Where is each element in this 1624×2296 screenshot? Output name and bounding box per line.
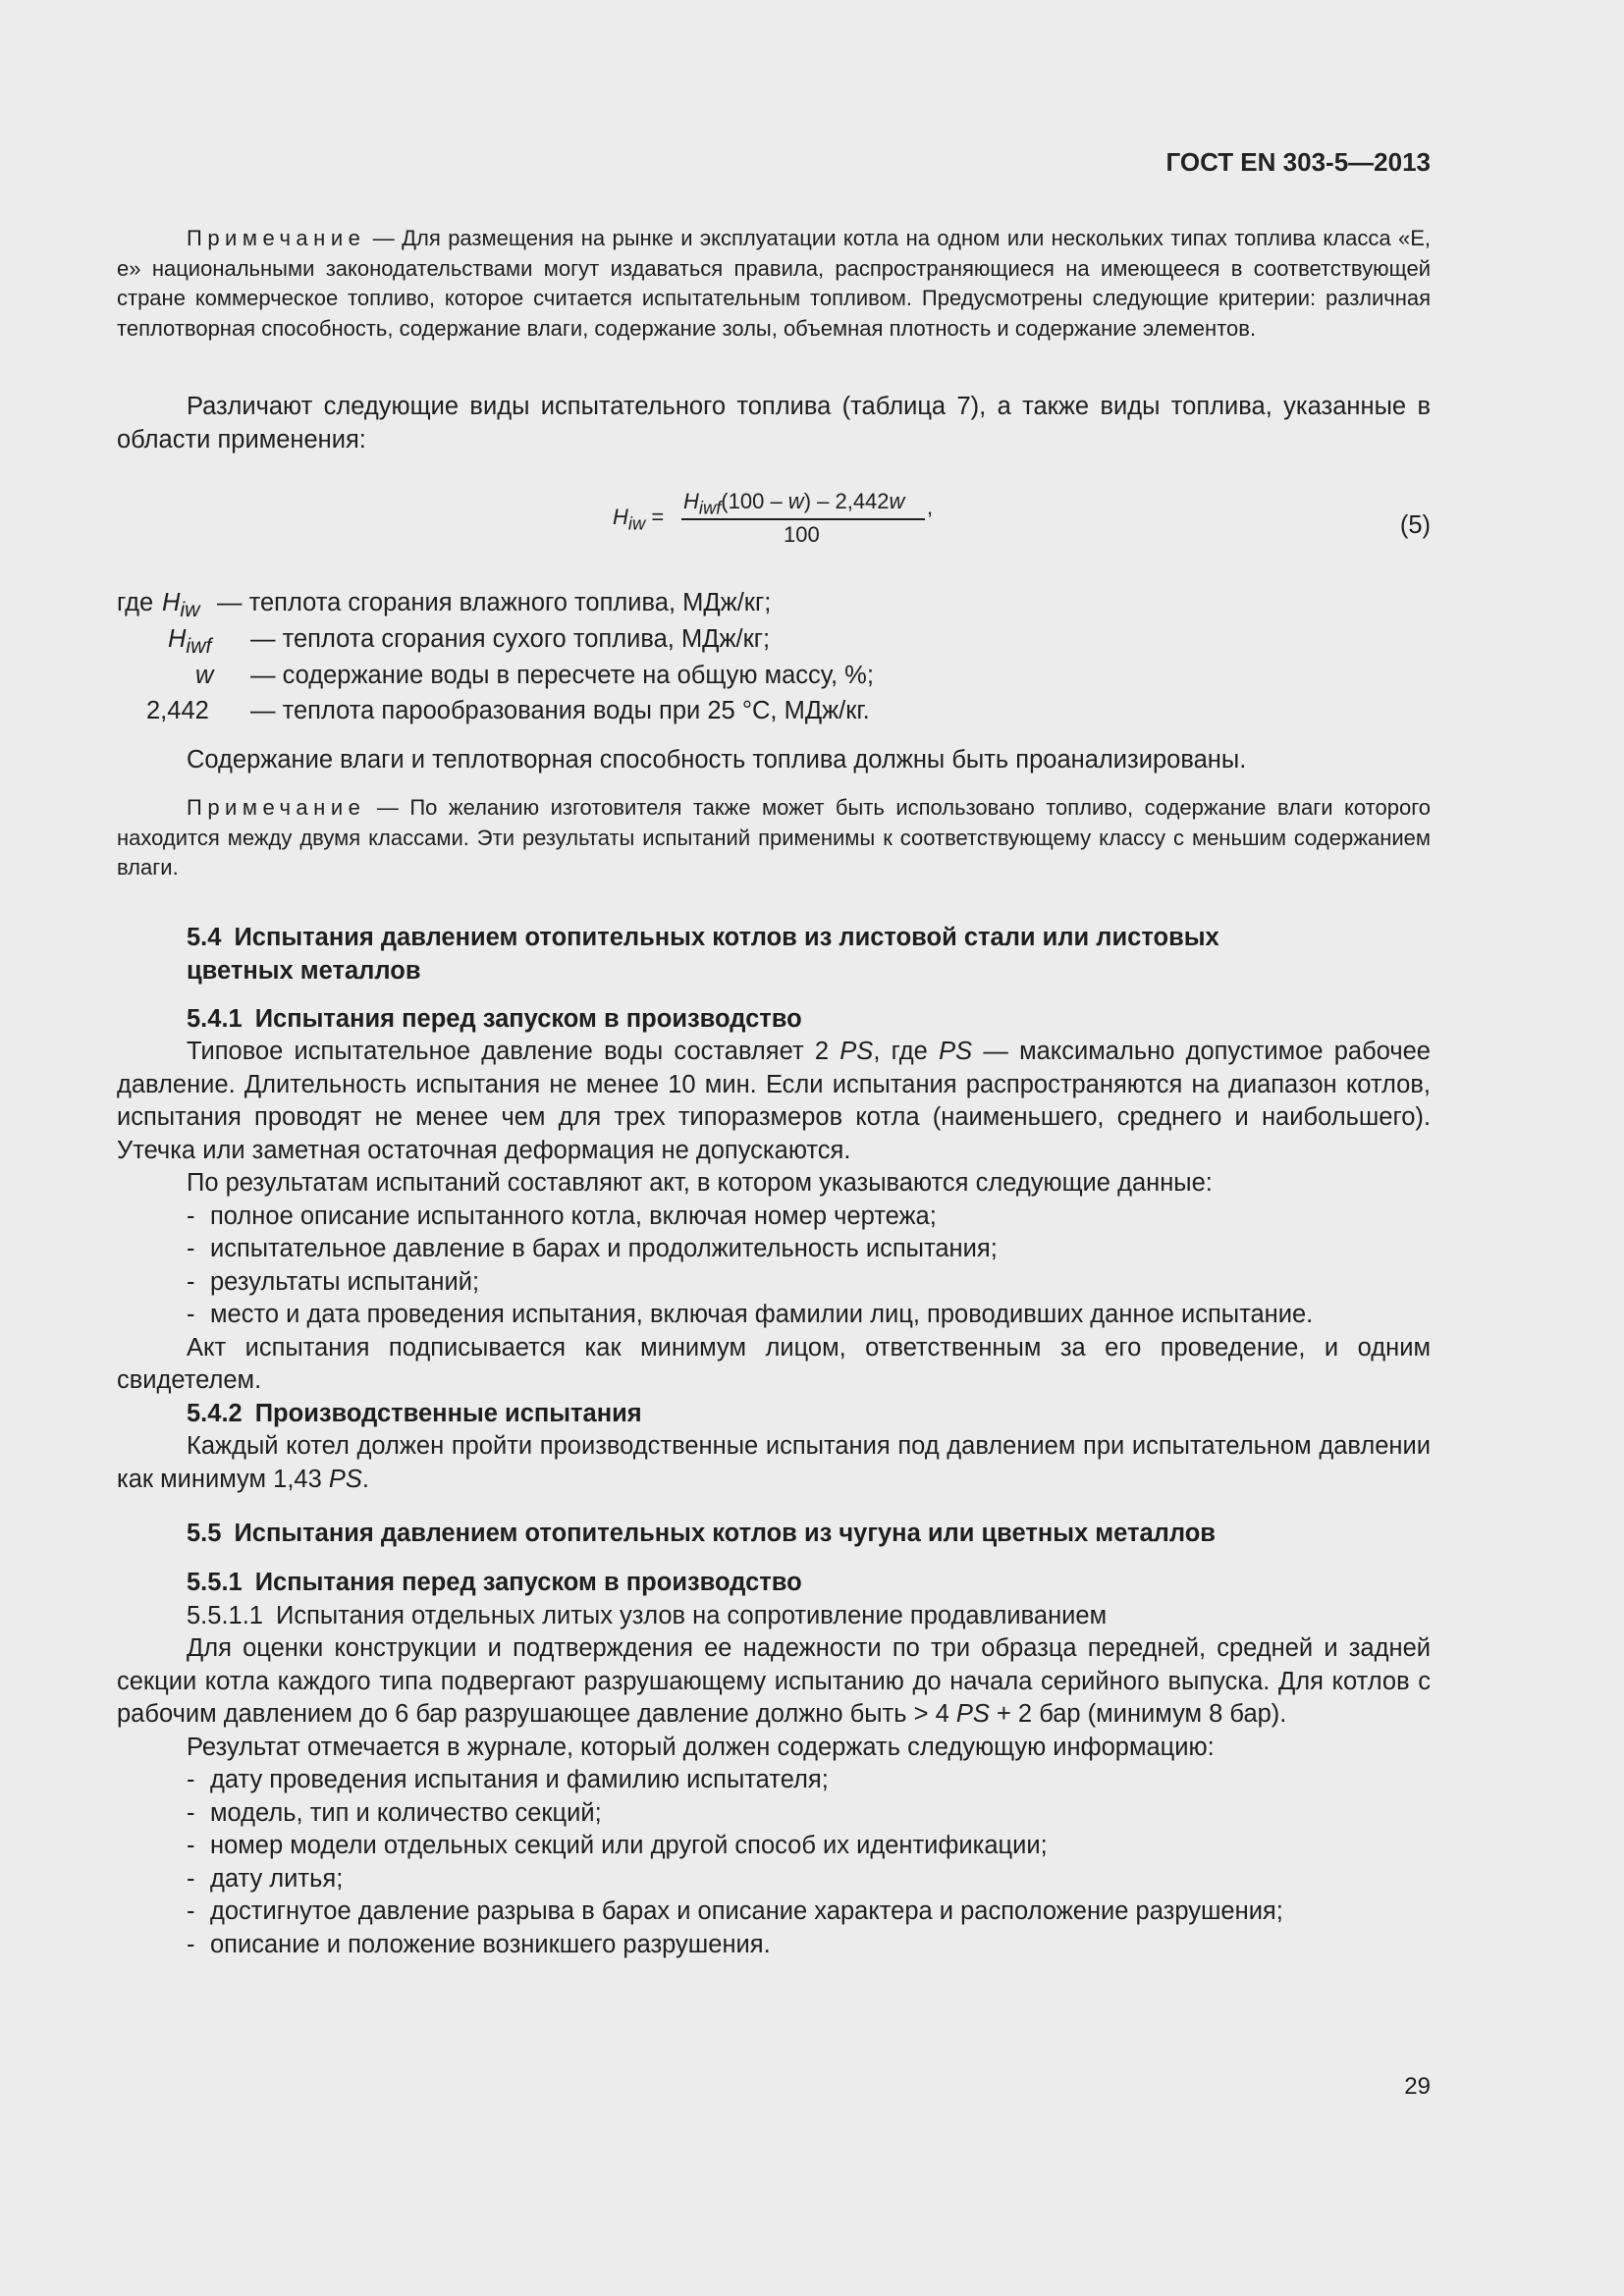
where-text: — теплота сгорания влажного топлива, МДж/кг; bbox=[217, 589, 772, 616]
paragraph: Акт испытания подписывается как минимум лицом, ответственным за его проведение, и одним свидетелем. bbox=[117, 1333, 1431, 1394]
list-item: - результаты испытаний; bbox=[187, 1267, 480, 1296]
formula-trailing: , bbox=[927, 495, 934, 519]
list-item: - испытательное давление в барах и продолжительность испытания; bbox=[187, 1235, 998, 1262]
moisture-paragraph: Содержание влаги и теплотворная способность топлива должны быть проанализированы. bbox=[187, 746, 1247, 774]
where-lead: где bbox=[117, 589, 154, 616]
formula-number: (5) bbox=[1399, 511, 1431, 539]
paragraph: Типовое испытательное давление воды составляет 2 PS, где PS — максимально допустимое рабочее давление. Длительность испытания не менее 10 мин. Если испытания распространяются на диапазон котлов, испытания проводят не менее чем для трех типоразмеров котла (наименьшего, среднего и наибольшего). Утечка или заметная остаточная деформация не допускаются. bbox=[117, 1038, 1431, 1164]
list-item: - описание и положение возникшего разрушения. bbox=[187, 1930, 771, 1958]
fraction-bar bbox=[681, 518, 925, 520]
section-5-5-1-1-heading: 5.5.1.1 Испытания отдельных литых узлов на сопротивление продавливанием bbox=[187, 1601, 1108, 1629]
formula-denominator: 100 bbox=[784, 522, 820, 547]
where-symbol: w bbox=[195, 662, 214, 689]
section-5-5-heading: 5.5 Испытания давлением отопительных котлов из чугуна или цветных металлов bbox=[187, 1520, 1216, 1547]
formula bbox=[609, 479, 943, 558]
formula-numerator: $H_{iwf}(100 - w) - 2,442w$ bbox=[683, 489, 905, 518]
section-5-5-1-body bbox=[117, 1567, 1431, 1961]
where-text: — теплота парообразования воды при 25 °С, МДж/кг. bbox=[250, 697, 870, 724]
data-list bbox=[117, 1201, 1431, 1332]
paragraph: Каждый котел должен пройти производственные испытания под давлением при испытательном давлении как минимум 1,43 PS. bbox=[117, 1432, 1431, 1493]
where-text: — содержание воды в пересчете на общую массу, %; bbox=[250, 662, 874, 689]
list-item: - дату проведения испытания и фамилию испытателя; bbox=[187, 1766, 829, 1793]
info-list bbox=[117, 1764, 1431, 1961]
note-1 bbox=[117, 224, 1431, 344]
where-symbol: $H_{iw}$ bbox=[162, 589, 200, 622]
note-2 bbox=[117, 793, 1431, 883]
section-5-4-2-heading: 5.4.2 Производственные испытания bbox=[187, 1399, 642, 1427]
page-number: 29 bbox=[1404, 2073, 1431, 2100]
intro-paragraph-block bbox=[117, 391, 1431, 456]
paragraph: Результат отмечается в журнале, который должен содержать следующую информацию: bbox=[187, 1733, 1215, 1761]
note-text: — По желанию изготовителя также может быть использовано топливо, содержание влаги которого находится между двумя классами. Эти результаты испытаний применимы к соответствующему классу с меньшим содержанием влаги. bbox=[117, 795, 1431, 880]
note-label: Примечание bbox=[187, 226, 366, 250]
list-item: - номер модели отдельных секций или другой способ их идентификации; bbox=[187, 1832, 1048, 1859]
document-header: ГОСТ EN 303-5—2013 bbox=[1165, 147, 1431, 177]
intro-paragraph: Различают следующие виды испытательного топлива (таблица 7), а также виды топлива, указанные в области применения: bbox=[117, 393, 1431, 454]
formula-lhs: $H_{iw}$ = bbox=[613, 505, 665, 534]
list-item: - место и дата проведения испытания, включая фамилии лиц, проводивших данное испытание. bbox=[187, 1301, 1314, 1328]
where-text: — теплота сгорания сухого топлива, МДж/кг; bbox=[250, 625, 771, 653]
section-5-4-1-body bbox=[117, 1036, 1431, 1496]
section-5-5-1-heading: 5.5.1 Испытания перед запуском в производство bbox=[187, 1569, 802, 1596]
list-item: - модель, тип и количество секций; bbox=[187, 1798, 602, 1827]
moisture-paragraph-block bbox=[117, 744, 1431, 777]
list-item: - полное описание испытанного котла, включая номер чертежа; bbox=[187, 1201, 937, 1230]
where-symbol: 2,442 bbox=[146, 697, 209, 724]
list-item: - достигнутое давление разрыва в барах и описание характера и расположение разрушения; bbox=[187, 1897, 1283, 1925]
list-item: - дату литья; bbox=[187, 1864, 344, 1893]
paragraph: По результатам испытаний составляют акт, в котором указываются следующие данные: bbox=[187, 1169, 1213, 1197]
where-symbol: $H_{iwf}$ bbox=[168, 625, 212, 659]
paragraph: Для оценки конструкции и подтверждения ее надежности по три образца передней, средней и задней секции котла каждого типа подвергают разрушающему испытанию до начала серийного выпуска. Для котлов с рабочим давлением до 6 бар разрушающее давление должно быть > 4 PS + 2 бар (минимум 8 бар). bbox=[117, 1634, 1431, 1728]
note-text: — Для размещения на рынке и эксплуатации котла на одном или нескольких типах топлива класса «E, e» национальными законодательствами могут издаваться правила, распространяющиеся на имеющееся в соответствующей стране коммерческое топливо, которое считается испытательным топливом. Предусмотрены следующие критерии: различная теплотворная способность, содержание влаги, содержание золы, объемная плотность и содержание элементов. bbox=[117, 226, 1431, 341]
section-5-4-1-heading: 5.4.1 Испытания перед запуском в производство bbox=[187, 1005, 802, 1033]
section-5-4-heading: 5.4 Испытания давлением отопительных котлов из листовой стали или листовых цветных металлов bbox=[187, 924, 1219, 985]
note-label: Примечание bbox=[187, 795, 366, 820]
